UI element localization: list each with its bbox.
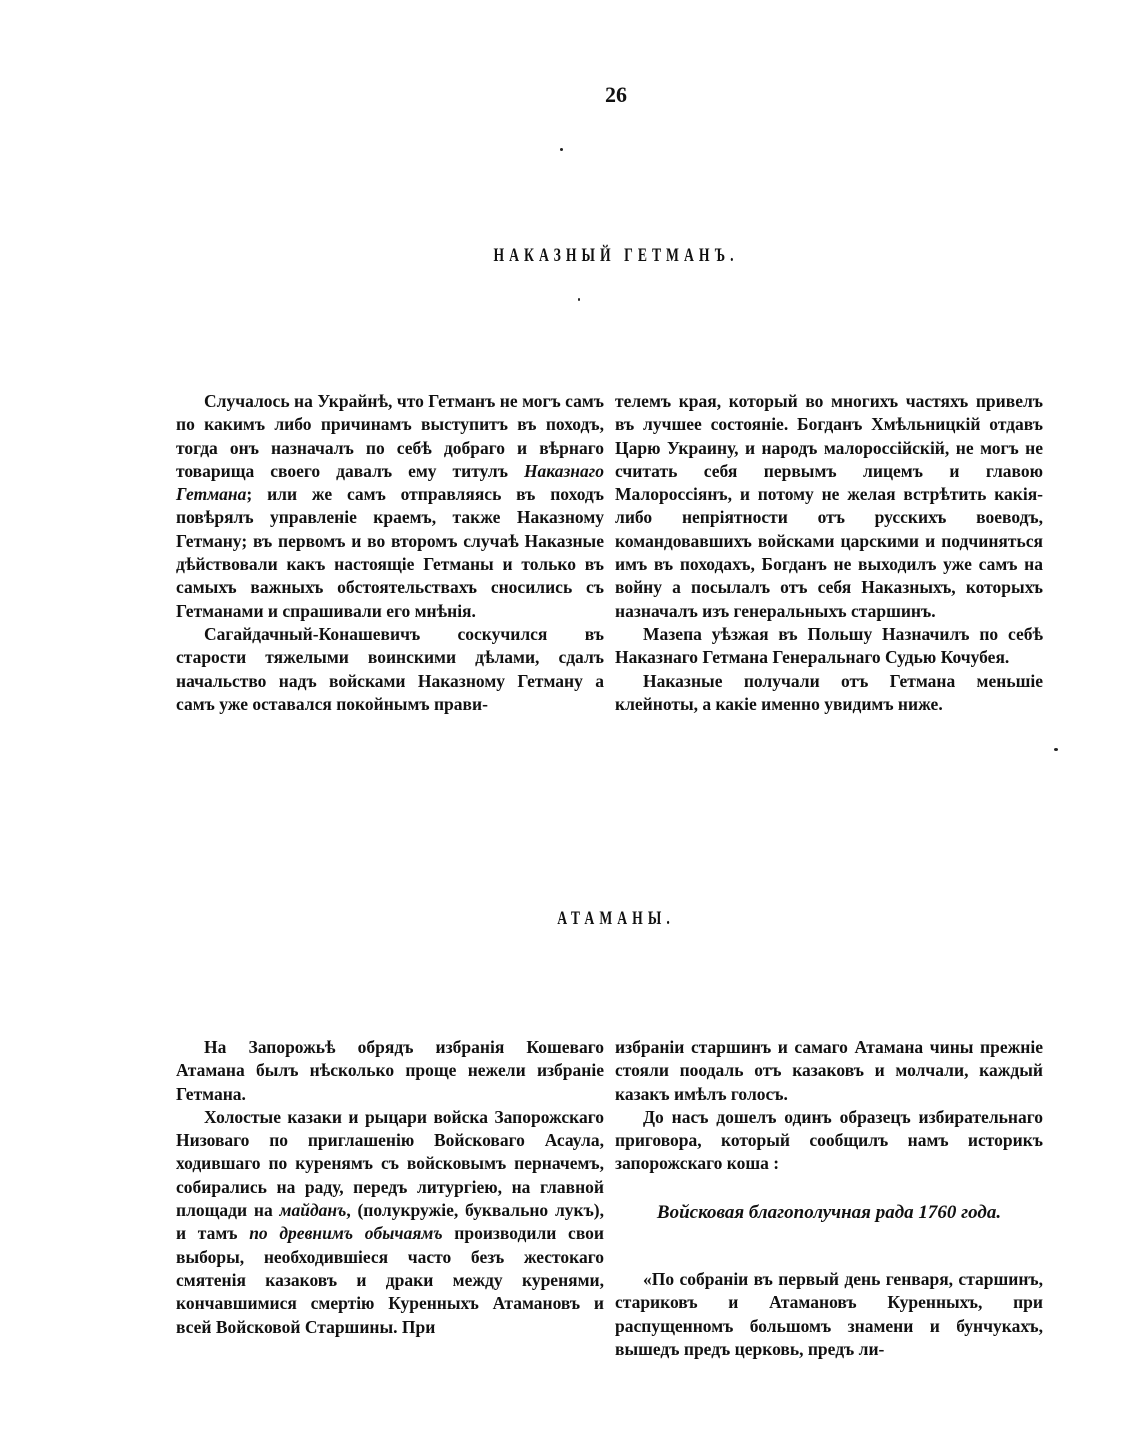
section-title-atamany: АТАМАНЫ. — [557, 908, 675, 929]
paragraph: Холостые казаки и рыцари войска Запорожскаго Низоваго по приглашенію Войсковаго Асаула, ходившаго по куренямъ съ войсковымъ перначемъ, собирались на раду, передъ литургіею, на главной площади на майданъ, (полукружіе, буквально лукъ), и тамъ по древнимъ обычаямъ производили свои выборы, необходившіеся часто безъ жестокаго смятенія казаковъ и драки между куренями, кончавшимися смертію Куренныхъ Атамановъ и всей Войсковой Старшины. При — [176, 1106, 604, 1337]
paragraph: избраніи старшинъ и самаго Атамана чины прежніе стояли поодаль отъ казаковъ и молчали, каждый казакъ имѣлъ голосъ. — [615, 1037, 1043, 1104]
section1-left-column — [176, 390, 604, 716]
quote-paragraph: «По собраніи въ первый день генваря, старшинъ, стариковъ и Атамановъ Куренныхъ, при распущенномъ большомъ знамени и бунчукахъ, вышедъ предъ церковь, предъ ли- — [615, 1269, 1043, 1359]
section2-right-column — [615, 1036, 1043, 1176]
quote-column — [615, 1268, 1043, 1361]
scan-speck — [578, 298, 580, 301]
paragraph: Мазепа уѣзжая въ Польшу Назначилъ по себѣ Наказнаго Гетмана Генеральнаго Судью Кочубея. — [615, 623, 1043, 668]
paragraph: Случалось на Украйнѣ, что Гетманъ не могъ самъ по какимъ либо причинамъ выступитъ въ походъ, тогда онъ назначалъ по себѣ добраго и вѣрнаго товарища своего давалъ ему титулъ Наказнаго Гетмана; или же самъ отправляясь въ походъ повѣрялъ управленіе краемъ, также Наказному Гетману; въ первомъ и во второмъ случаѣ Наказные дѣйствовали какъ настоящіе Гетманы и только въ самыхъ важныхъ обстоятельствахъ сносились съ Гетманами и спрашивали его мнѣнія. — [176, 391, 604, 621]
paragraph: телемъ края, который во многихъ частяхъ привелъ въ лучшее состояніе. Богданъ Хмѣльницкій отдавъ Царю Украину, и народъ малороссійскій, не могъ не считать себя первымъ лицемъ и главою Малороссіянъ, и потому не желая встрѣтить какія-либо непріятности отъ русскихъ воеводъ, командовавшихъ войсками царскими и подчиняться имъ въ походахъ, Богданъ не выходилъ уже самъ на войну а посылалъ отъ себя Наказныхъ, которыхъ назначалъ изъ генеральныхъ старшинъ. — [615, 391, 1043, 621]
section2-left-column — [176, 1036, 604, 1339]
paragraph: До насъ дошелъ одинъ образецъ избирательнаго приговора, который сообщилъ намъ историкъ запорожскаго коша : — [615, 1106, 1043, 1174]
subtitle-rada-1760: Войсковая благополучная рада 1760 года. — [656, 1202, 1002, 1223]
section1-right-column — [615, 390, 1043, 716]
scan-speck — [1054, 748, 1058, 751]
page-number: 26 — [605, 82, 627, 107]
section-title-nakazny-getman: НАКАЗНЫЙ ГЕТМАНЪ. — [493, 245, 739, 266]
paragraph: Наказные получали отъ Гетмана меньшіе клейноты, а какіе именно увидимъ ниже. — [615, 670, 1043, 714]
paragraph: На Запорожьѣ обрядъ избранія Кошеваго Атамана былъ нѣсколько проще нежели избраніе Гетмана. — [176, 1037, 604, 1104]
paragraph: Сагайдачный-Конашевичъ соскучился въ старости тяжелыми воинскими дѣлами, сдалъ начальство надъ войсками Наказному Гетману а самъ уже оставался покойнымъ прави- — [176, 623, 604, 714]
scan-speck — [560, 148, 563, 151]
